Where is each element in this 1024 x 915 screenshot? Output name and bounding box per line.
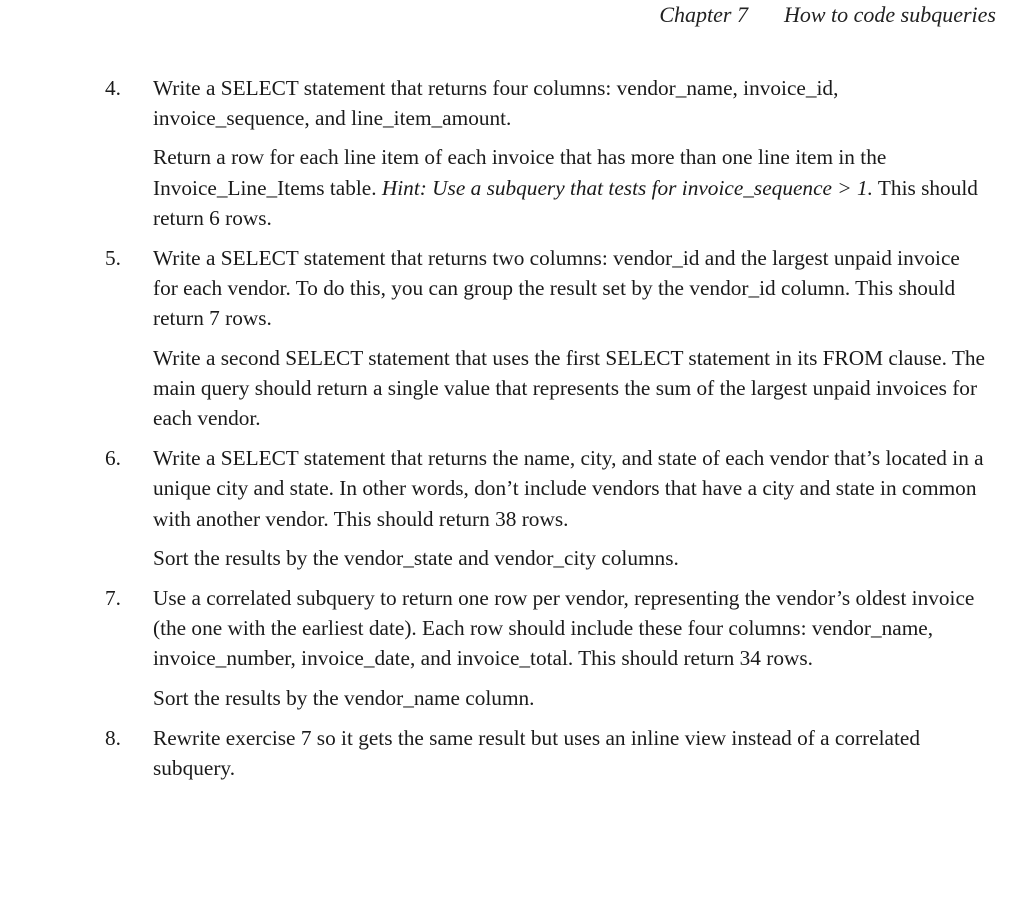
- exercise-8: [105, 723, 985, 783]
- running-head: [659, 0, 996, 30]
- exercise-4: [105, 73, 985, 233]
- exercise-number: 8.: [105, 725, 121, 750]
- exercise-number: 6.: [105, 446, 121, 471]
- exercise-note: [153, 142, 985, 233]
- exercise-text: Use a correlated subquery to return one row per vendor, representing the vendor’s oldest invoice (the one with the earliest date). Each row should include these four columns: vendor_name, invoice_number, invoice_date, and invoice_total. This should return 34 rows.: [153, 586, 975, 671]
- exercise-number: 4.: [105, 76, 121, 100]
- exercise-number: 5.: [105, 246, 121, 271]
- exercise-text: Rewrite exercise 7 so it gets the same result but uses an inline view instead of a correlated subquery.: [153, 725, 921, 781]
- exercise-note: Sort the results by the vendor_name column.: [153, 685, 535, 710]
- exercise-5: [105, 243, 985, 433]
- exercise-number: 7.: [105, 586, 121, 611]
- exercise-6: [105, 443, 985, 573]
- chapter-title: How to code subqueries: [783, 2, 996, 27]
- exercise-7: [105, 583, 985, 713]
- note-result: This should return 6 rows.: [153, 175, 978, 230]
- exercise-note: Sort the results by the vendor_state and vendor_city columns.: [153, 545, 679, 570]
- chapter-label: Chapter 7: [659, 2, 748, 27]
- exercise-text: Write a SELECT statement that returns the name, city, and state of each vendor that’s located in a unique city and state. In other words, don’t include vendors that have a city and state in common with another vendor. This should return 38 rows.: [153, 446, 984, 531]
- exercise-text: Write a SELECT statement that returns two columns: vendor_id and the largest unpaid invoice for each vendor. To do this, you can group the result set by the vendor_id column. This should return 7 rows.: [153, 246, 960, 331]
- exercise-text: Write a SELECT statement that returns four columns: vendor_name, invoice_id, invoice_sequence, and line_item_amount.: [153, 76, 839, 131]
- exercise-list: [105, 73, 985, 793]
- hint-text: Hint: Use a subquery that tests for invoice_sequence > 1.: [381, 175, 873, 200]
- exercise-note: Write a second SELECT statement that uses the first SELECT statement in its FROM clause. The main query should return a single value that represents the sum of the largest unpaid invoices for each vendor.: [153, 345, 985, 431]
- note-text: Return a row for each line item of each invoice that has more than one line item in the Invoice_Line_Items table.: [153, 145, 887, 200]
